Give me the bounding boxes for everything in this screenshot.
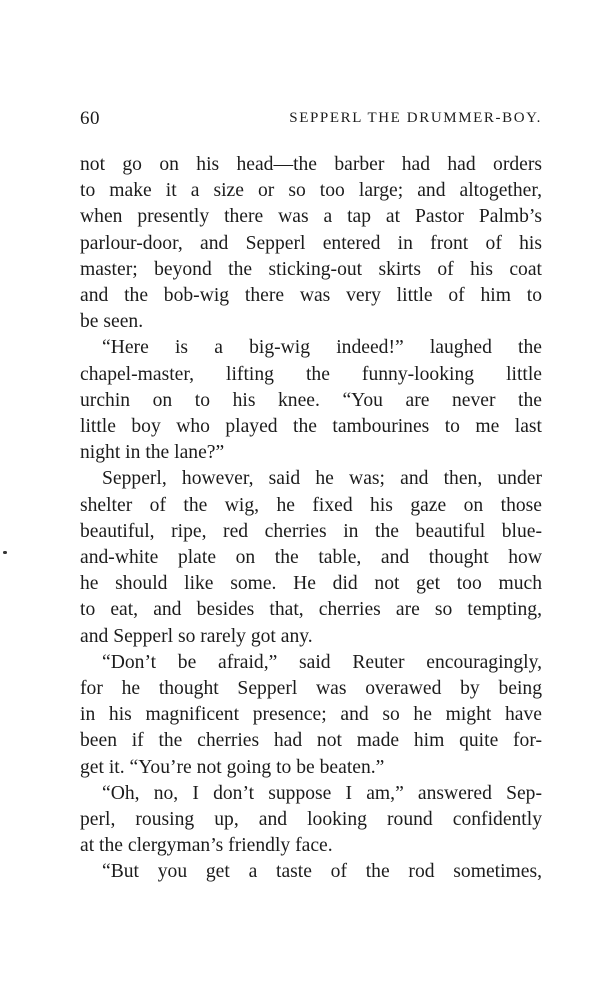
- text-line: urchin on to his knee. “You are never the: [80, 389, 542, 411]
- text-line: he should like some. He did not get too much: [80, 573, 542, 595]
- text-line: little boy who played the tambourines to me last: [80, 416, 542, 438]
- text-line: shelter of the wig, he fixed his gaze on those: [80, 494, 542, 516]
- text-line: to make it a size or so too large; and altogether,: [80, 180, 542, 202]
- text-line: “But you get a taste of the rod sometimes,: [102, 861, 542, 883]
- page-number: 60: [80, 108, 100, 129]
- text-line: for he thought Sepperl was overawed by being: [80, 678, 542, 700]
- text-line: chapel-master, lifting the funny-looking little: [80, 363, 542, 385]
- text-line: master; beyond the sticking-out skirts of his coat: [80, 258, 542, 280]
- text-line: “Oh, no, I don’t suppose I am,” answered Sep-: [102, 782, 542, 804]
- text-line: “Here is a big-wig indeed!” laughed the: [102, 337, 542, 359]
- text-line: and-white plate on the table, and thought how: [80, 547, 542, 569]
- text-line: and the bob-wig there was very little of him to: [80, 285, 542, 307]
- text-line: Sepperl, however, said he was; and then, under: [102, 468, 542, 490]
- text-line: to eat, and besides that, cherries are so tempting,: [80, 599, 542, 621]
- text-line: and Sepperl so rarely got any.: [80, 625, 313, 647]
- running-head: [80, 108, 542, 138]
- running-title: SEPPERL THE DRUMMER-BOY.: [289, 110, 542, 126]
- text-line: in his magnificent presence; and so he might have: [80, 704, 542, 726]
- text-line: not go on his head—the barber had had orders: [80, 154, 542, 175]
- text-line: “Don’t be afraid,” said Reuter encouragingly,: [102, 651, 542, 673]
- text-line: be seen.: [80, 311, 144, 333]
- text-line: night in the lane?”: [80, 442, 225, 464]
- text-line: perl, rousing up, and looking round confidently: [80, 809, 542, 831]
- text-line: beautiful, ripe, red cherries in the beautiful blue-: [80, 520, 542, 542]
- ink-speck: [3, 551, 7, 554]
- text-line: parlour-door, and Sepperl entered in front of his: [80, 232, 542, 254]
- text-line: at the clergyman’s friendly face.: [80, 835, 333, 857]
- text-line: been if the cherries had not made him quite for-: [80, 730, 542, 752]
- body-text: [80, 152, 542, 886]
- text-line: get it. “You’re not going to be beaten.”: [80, 756, 385, 778]
- text-line: when presently there was a tap at Pastor Palmb’s: [80, 206, 542, 228]
